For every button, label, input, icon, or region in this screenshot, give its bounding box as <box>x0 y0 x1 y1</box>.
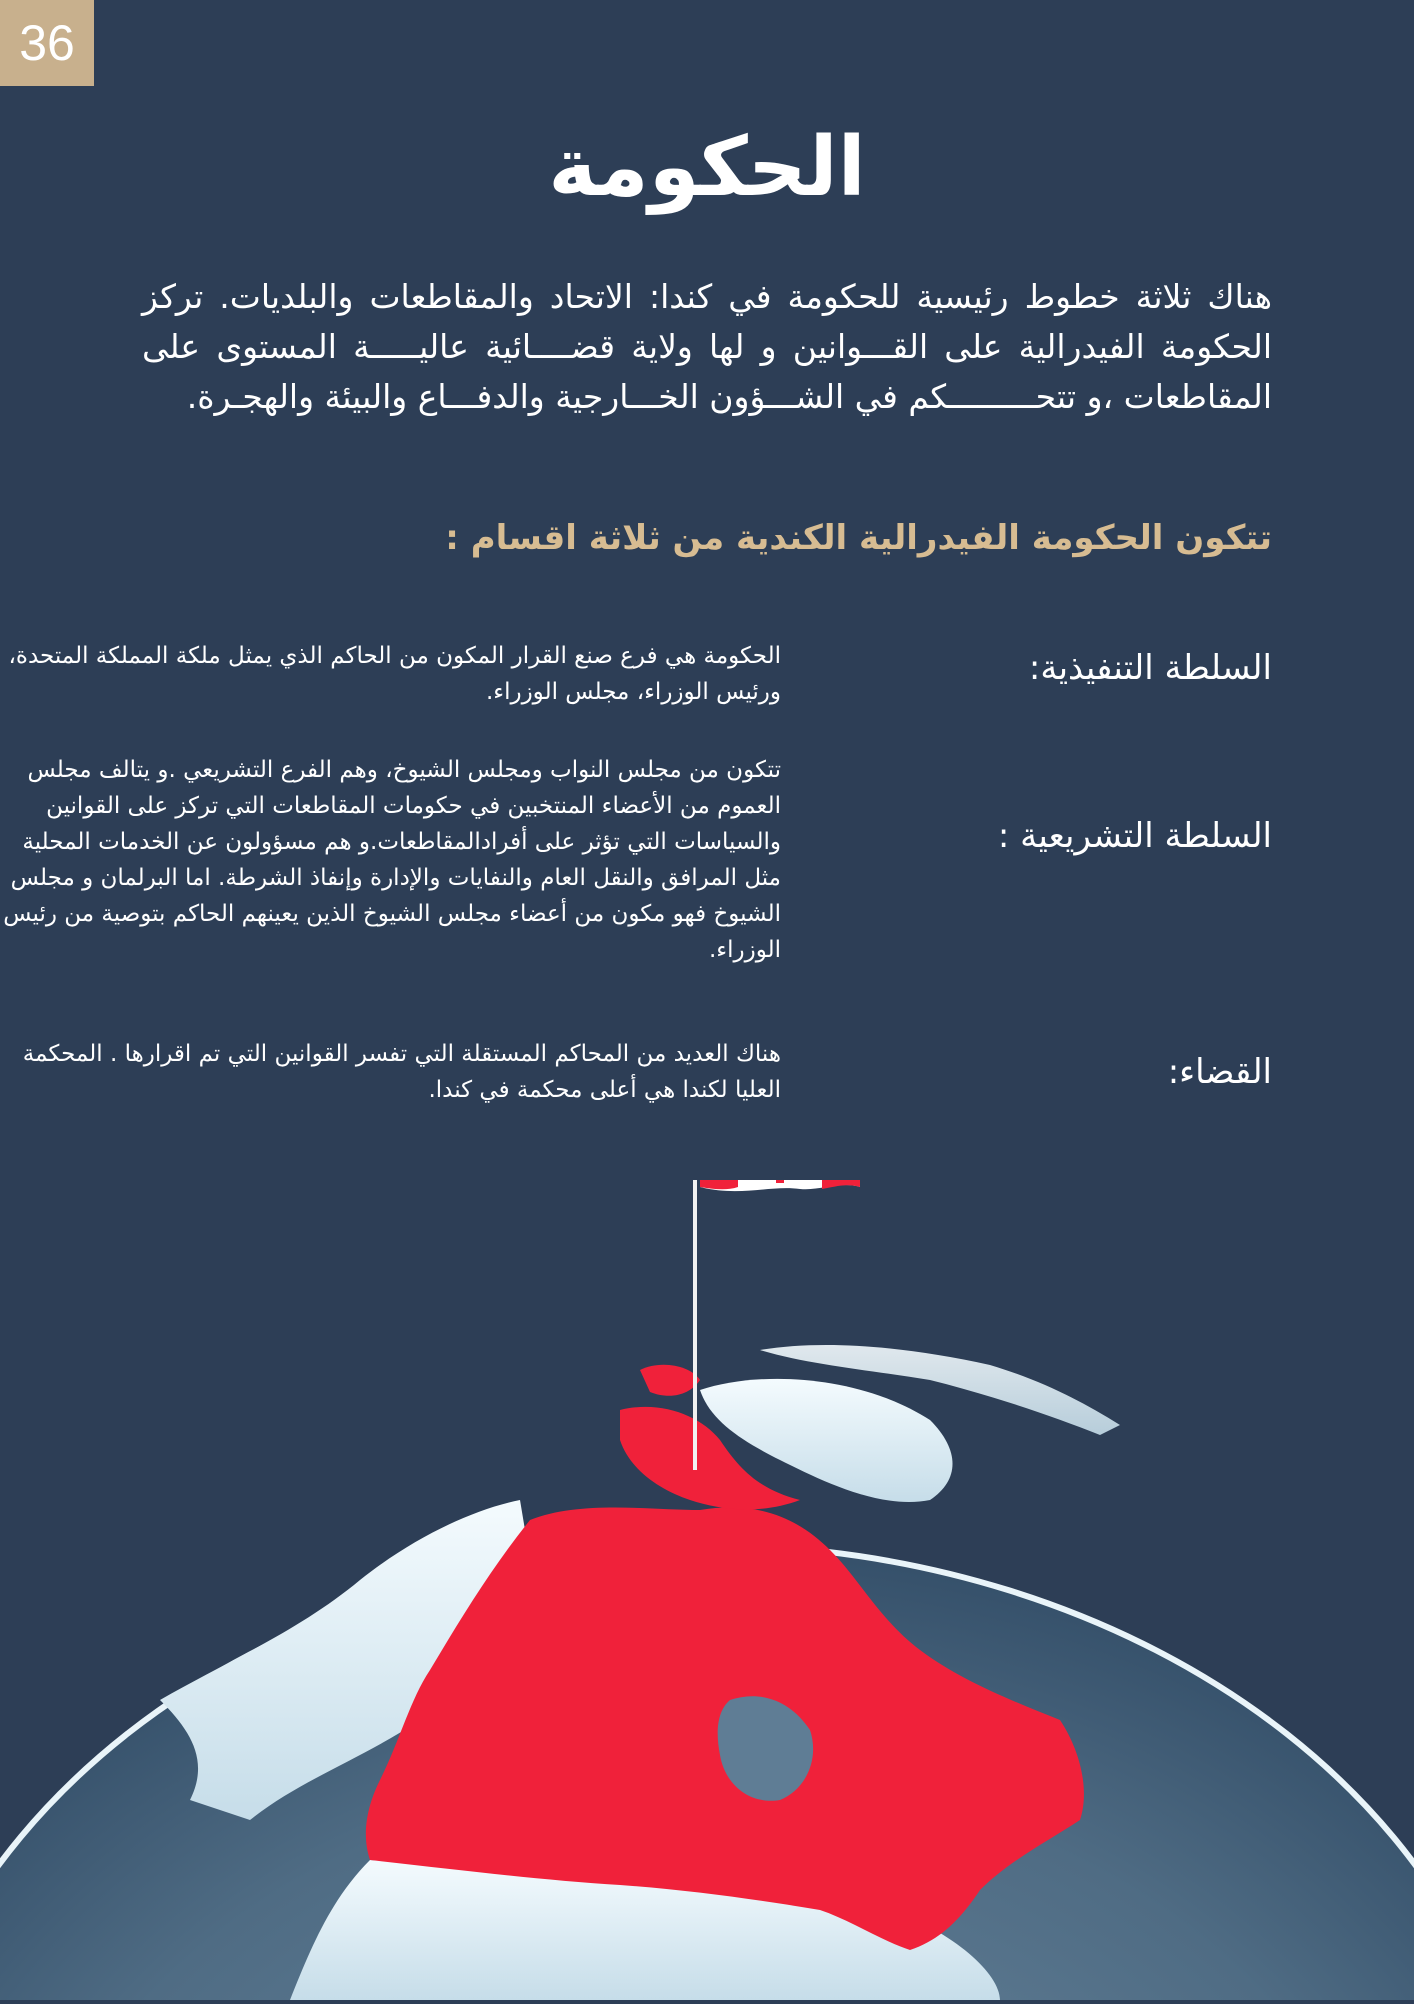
branch-description: هناك العديد من المحاكم المستقلة التي تفسر القوانين التي تم اقرارها . المحكمة العليا لكندا هي أعلى محكمة في كندا. <box>22 1041 781 1103</box>
page-number: 36 <box>0 0 94 86</box>
globe-with-canada-flag-icon <box>0 1180 1414 2000</box>
arctic-island-small <box>640 1365 700 1396</box>
globe-illustration <box>0 1180 1414 2000</box>
canada-flag-icon <box>700 1180 860 1191</box>
branch-description: تتكون من مجلس النواب ومجلس الشيوخ، وهم الفرع التشريعي .و يتالف مجلس العموم من الأعضاء المنتخبين في حكومات المقاطعات التي تركز على القوانين والسياسات التي تؤثر على أفرادالمقاطعات.و هم مسؤولون عن الخدمات المحلية مثل المرافق والنقل العام والنفايات والإدارة وإنفاذ الشرطة. اما البرلمان و مجلس الشيوخ فهو مكون من أعضاء مجلس الشيوخ الذين يعينهم الحاكم بتوصية من رئيس الوزراء. <box>3 757 781 963</box>
branch-description: الحكومة هي فرع صنع القرار المكون من الحاكم الذي يمثل ملكة المملكة المتحدة، ورئيس الوزراء، مجلس الوزراء. <box>8 643 781 705</box>
branch-label: القضاء: <box>1167 1052 1272 1092</box>
intro-paragraph: هناك ثلاثة خطوط رئيسية للحكومة في كندا: الاتحاد والمقاطعات والبلديات. تركز الحكومة الفيدرالية على القـــوانين و لها ولاية قضــــائية عاليـــــة المستوى على المقاطعات ،و تتحـــــــــكم في الشـــؤون الخـــارجية والدفـــاع والبيئة والهجـرة. <box>142 277 1272 416</box>
branch-label: السلطة التنفيذية: <box>1028 648 1272 688</box>
section-subheading: تتكون الحكومة الفيدرالية الكندية من ثلاثة اقسام : <box>445 518 1272 558</box>
branch-label: السلطة التشريعية : <box>997 816 1272 856</box>
flag-pole <box>693 1180 697 1470</box>
page-title: الحكومة <box>548 120 866 215</box>
